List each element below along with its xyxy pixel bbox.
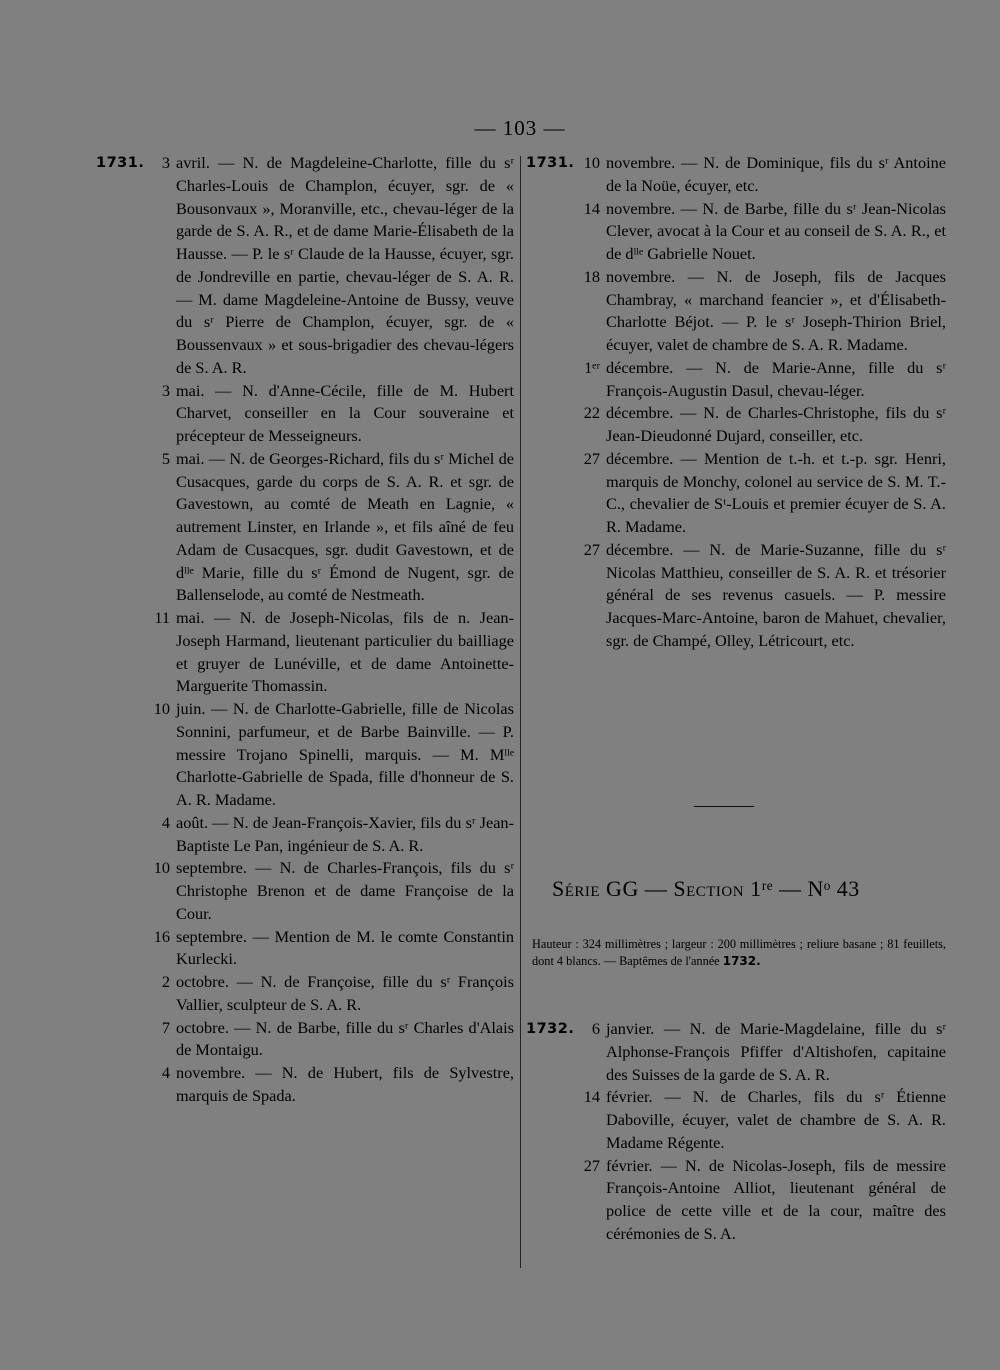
entry-text: novembre. — N. de Hubert, fils de Sylvestre, marquis de Spada. [176, 1063, 514, 1105]
entry-day: 4 [161, 1063, 170, 1082]
register-description-year: 1732. [722, 954, 761, 968]
right-column-1732 [526, 1018, 946, 1246]
entry-day: 14 [583, 198, 600, 218]
register-entry [96, 607, 514, 698]
entry-text: octobre. — N. de Françoise, fille du sʳ François Vallier, sculpteur de S. A. R. [176, 972, 514, 1014]
register-number: Nᵒ 43 [807, 876, 860, 901]
entry-text: novembre. — N. de Dominique, fils du sʳ Antoine de la Noüe, écuyer, etc. [606, 153, 946, 195]
entry-text: mai. — N. d'Anne-Cécile, fille de M. Hubert Charvet, conseiller en la Cour souveraine et précepteur de Messeigneurs. [176, 380, 514, 445]
register-entry [96, 812, 514, 858]
entry-year: 1731. [526, 155, 575, 171]
entry-day: 27 [583, 1155, 600, 1175]
entry-day: 10 [583, 153, 600, 172]
entry-text: août. — N. de Jean-François-Xavier, fils du sʳ Jean-Baptiste Le Pan, ingénieur de S. A. R. [176, 812, 514, 855]
entry-text: février. — N. de Nicolas-Joseph, fils de messire François-Antoine Alliot, lieutenant général de police de cette ville et de la cour, maître des cérémonies de S. A. [606, 1155, 946, 1243]
series-heading [552, 876, 972, 902]
register-entry [96, 1062, 514, 1108]
entry-text: février. — N. de Charles, fils du sʳ Étienne Daboville, écuyer, valet de chambre de S. A. R. Madame Régente. [606, 1087, 946, 1152]
entry-year: 1731. [96, 155, 145, 171]
register-description [532, 936, 946, 970]
entry-text: décembre. — Mention de t.-h. et t.-p. sgr. Henri, marquis de Monchy, colonel au service de S. M. T.-C., chevalier de Sᵗ-Louis et premier écuyer de S. A. R. Madame. [606, 448, 946, 536]
register-entry [526, 1155, 946, 1246]
entry-text: novembre. — N. de Joseph, fils de Jacques Chambray, « marchand feancier », et d'Élisabeth-Charlotte Béjot. — P. le sʳ Joseph-Thirion Briel, écuyer, valet de chambre de S. A. R. Madame. [606, 266, 946, 354]
register-entry [526, 402, 946, 448]
register-entry [526, 448, 946, 539]
entry-day: 16 [153, 926, 170, 946]
register-entry [96, 971, 514, 1017]
section-label: Section [673, 876, 745, 901]
entry-day: 4 [161, 812, 170, 832]
series-dash-1: — [644, 876, 668, 901]
register-entry [96, 926, 514, 972]
entry-text: mai. — N. de Joseph-Nicolas, fils de n. Jean-Joseph Harmand, lieutenant particulier du bailliage et gruyer de Lunéville, et de dame Antoinette-Marguerite Thomassin. [176, 608, 514, 696]
entry-text: avril. — N. de Magdeleine-Charlotte, fille du sʳ Charles-Louis de Champlon, écuyer, sgr. de « Bousonvaux », Moranville, etc., chevau-léger de la garde de S. A. R., et de dame Marie-Élisabeth de la Hausse. — P. le sʳ Claude de la Hausse, écuyer, sgr. de Jondreville en partie, chevau-léger de S. A. R. — M. dame Magdeleine-Antoine de Bussy, veuve du sʳ Pierre de Champlon, écuyer, sgr. de « Boussenvaux » et sous-brigadier des chevau-légers de S. A. R. [176, 153, 514, 377]
register-entry [96, 698, 514, 812]
entry-day: 3 [161, 153, 170, 172]
register-entry [96, 380, 514, 448]
register-entry [526, 152, 946, 198]
register-entry [526, 1018, 946, 1086]
entry-day: 22 [583, 403, 600, 423]
entry-day: 6 [591, 1019, 600, 1038]
entry-day: 27 [583, 539, 600, 559]
entry-day: 10 [153, 858, 170, 878]
entry-day: 10 [153, 699, 170, 718]
entry-text: janvier. — N. de Marie-Magdelaine, fille du sʳ Alphonse-François Pfiffer d'Altishofen, capitaine des Suisses de la garde de S. A. R. [606, 1019, 946, 1084]
entry-text: décembre. — N. de Charles-Christophe, fils du sʳ Jean-Dieudonné Dujard, conseiller, etc. [606, 403, 946, 445]
entry-text: novembre. — N. de Barbe, fille du sʳ Jean-Nicolas Clever, avocat à la Cour et au conseil de S. A. R., et de dˡˡᵉ Gabrielle Nouet. [606, 198, 946, 263]
section-number: 1ʳᵉ [750, 876, 773, 901]
entry-text: décembre. — N. de Marie-Anne, fille du sʳ François-Augustin Dasul, chevau-léger. [606, 357, 946, 400]
series-label: Série GG [552, 876, 639, 901]
right-column [526, 152, 946, 653]
register-entry [526, 266, 946, 357]
section-separator [694, 806, 754, 807]
entry-day: 27 [583, 448, 600, 468]
entry-text: juin. — N. de Charlotte-Gabrielle, fille de Nicolas Sonnini, parfumeur, et de Barbe Bainville. — P. messire Trojano Spinelli, marquis. — M. Mˡˡᵉ Charlotte-Gabrielle de Spada, fille d'honneur de S. A. R. Madame. [176, 699, 514, 809]
entry-text: mai. — N. de Georges-Richard, fils du sʳ Michel de Cusacques, garde du corps de S. A. R. et sgr. de Gavestown, au comté de Meath en Lagnie, « autrement Linster, en Irlande », et fils aîné de feu Adam de Cusacques, sgr. dudit Gavestown, et de dˡˡᵉ Marie, fille du sʳ Émond de Nugent, sgr. de Ballenselode, au comté de Nestmeath. [176, 448, 514, 605]
entry-day: 11 [154, 608, 170, 627]
column-divider-rule [520, 156, 521, 1268]
series-dash-2: — [779, 876, 802, 901]
entry-text: septembre. — Mention de M. le comte Constantin Kurlecki. [176, 926, 514, 969]
entry-day: 7 [161, 1017, 170, 1037]
entry-text: décembre. — N. de Marie-Suzanne, fille du sʳ Nicolas Matthieu, conseiller de S. A. R. et trésorier général de ses revenus casuels. — P. messire Jacques-Marc-Antoine, baron de Mahuet, chevalier, sgr. de Champé, Olley, Létricourt, etc. [606, 539, 946, 650]
entry-day: 3 [161, 380, 170, 400]
register-entry [96, 1017, 514, 1063]
page-number: — 103 — [474, 116, 566, 140]
register-entry [96, 152, 514, 380]
entry-text: octobre. — N. de Barbe, fille du sʳ Charles d'Alais de Montaigu. [176, 1017, 514, 1060]
entry-day: 1ᵉʳ [584, 357, 600, 377]
register-entry [96, 448, 514, 607]
register-entry [526, 357, 946, 403]
entry-day: 14 [583, 1087, 600, 1107]
entry-text: septembre. — N. de Charles-François, fils du sʳ Christophe Brenon et de dame Françoise de la Cour. [176, 858, 514, 923]
entry-day: 5 [161, 448, 170, 468]
register-description-text: Hauteur : 324 millimètres ; largeur : 200 millimètres ; reliure basane ; 81 feuillets, dont 4 blancs. — Baptêmes de l'année [532, 937, 946, 968]
left-column [96, 152, 514, 1108]
register-entry [526, 539, 946, 653]
entry-day: 2 [161, 972, 170, 991]
entry-day: 18 [583, 266, 600, 286]
register-entry [526, 1086, 946, 1154]
entry-year: 1732. [526, 1021, 575, 1037]
register-entry [526, 198, 946, 266]
register-entry [96, 857, 514, 925]
